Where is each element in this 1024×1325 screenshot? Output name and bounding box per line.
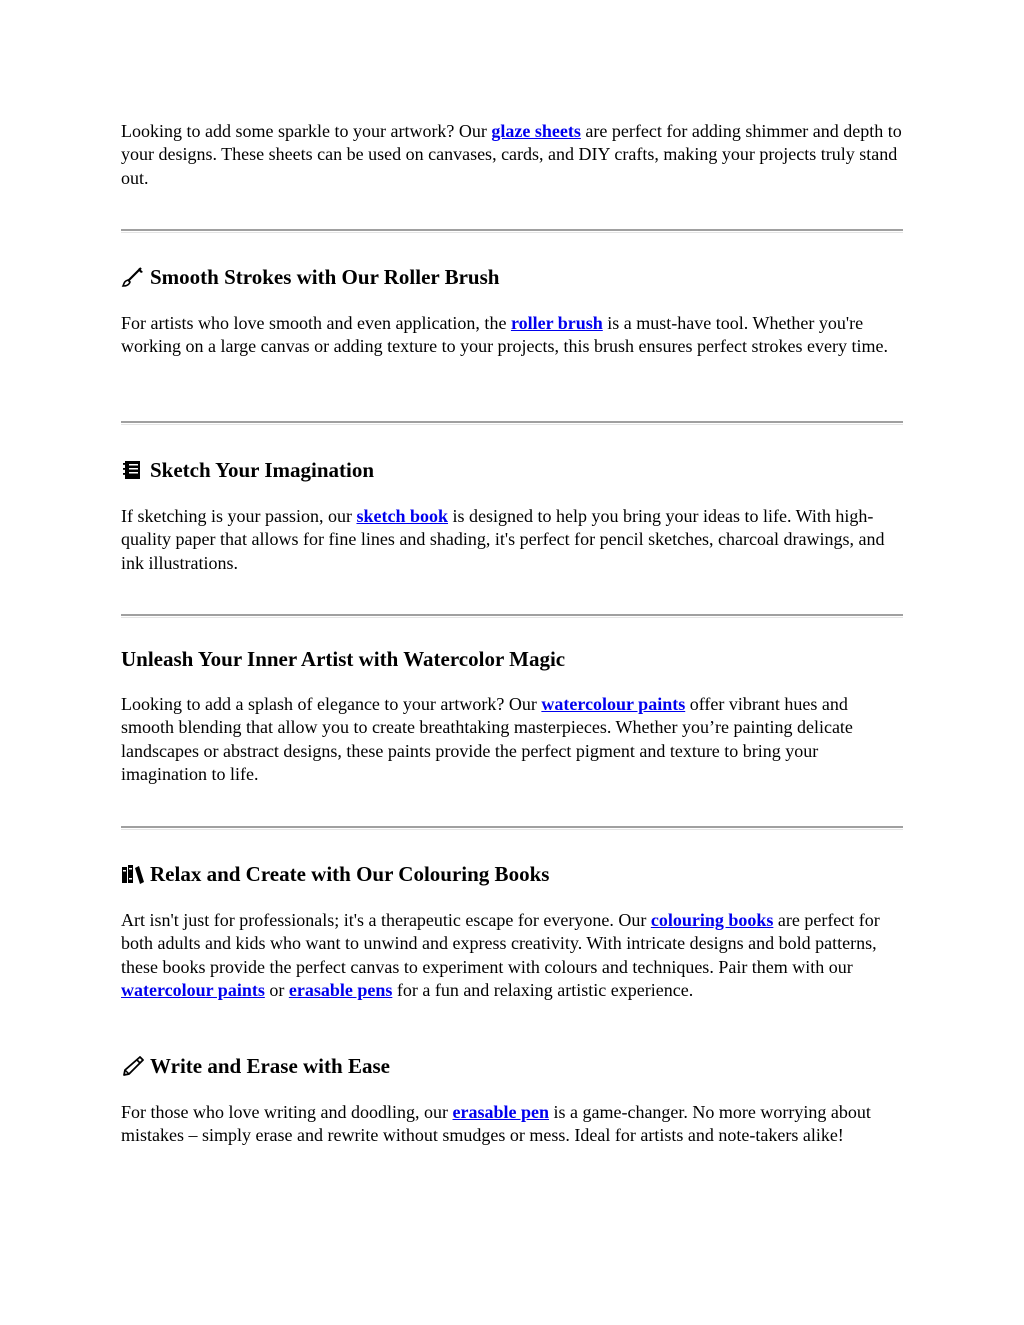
- roller-brush-section: [121, 264, 905, 359]
- colouring-books-link[interactable]: colouring books: [650, 910, 774, 930]
- section-divider: [121, 826, 903, 830]
- intro-paragraph: Looking to add some sparkle to your artwork? Our glaze sheets are perfect for adding shimmer and depth to your designs. These sheets can be used on canvases, cards, and DIY crafts, making your projects truly stand out.: [121, 121, 902, 188]
- section-heading: Write and Erase with Ease: [121, 1053, 905, 1079]
- section-heading: Smooth Strokes with Our Roller Brush: [121, 264, 905, 290]
- sketch-book-section: [121, 457, 905, 575]
- colouring-books-section: [121, 861, 905, 1002]
- glaze-sheets-link[interactable]: glaze sheets: [491, 121, 581, 141]
- sketch-book-link[interactable]: sketch book: [356, 506, 448, 526]
- pencil-icon: [121, 1055, 145, 1077]
- books-icon: [121, 863, 145, 885]
- watercolour-section: [121, 646, 905, 786]
- section-divider: [121, 229, 903, 233]
- roller-brush-link[interactable]: roller brush: [510, 313, 603, 333]
- watercolour-paints-link[interactable]: watercolour paints: [541, 694, 686, 714]
- section-paragraph: Art isn't just for professionals; it's a therapeutic escape for everyone. Our colouring books are perfect for both adults and kids who want to unwind and express creativity. With intricate designs and bold patterns, these books provide the perfect canvas to experiment with colours and techniques. Pair them with our watercolour paints or erasable pens for a fun and relaxing artistic experience.: [121, 910, 880, 1000]
- watercolour-paints-link[interactable]: watercolour paints: [121, 979, 265, 1000]
- erasable-pen-section: [121, 1053, 905, 1148]
- section-paragraph: For those who love writing and doodling, our erasable pen is a game-changer. No more worrying about mistakes – simply erase and rewrite without smudges or mess. Ideal for artists and note-takers alike!: [121, 1102, 871, 1146]
- section-heading: Unleash Your Inner Artist with Watercolor Magic: [121, 647, 566, 671]
- section-divider: [121, 421, 903, 425]
- intro-section: [121, 120, 905, 190]
- notebook-icon: [121, 459, 145, 481]
- section-heading: Relax and Create with Our Colouring Books: [121, 861, 905, 887]
- section-paragraph: If sketching is your passion, our sketch book is designed to help you bring your ideas to life. With high-quality paper that allows for fine lines and shading, it's perfect for pencil sketches, charcoal drawings, and ink illustrations.: [121, 506, 885, 573]
- erasable-pen-link[interactable]: erasable pen: [452, 1102, 549, 1122]
- section-paragraph: Looking to add a splash of elegance to your artwork? Our watercolour paints offer vibrant hues and smooth blending that allow you to create breathtaking masterpieces. Whether you’re painting delicate landscapes or abstract designs, these paints provide the perfect pigment and texture to bring your imagination to life.: [121, 694, 853, 784]
- paintbrush-icon: [121, 266, 145, 288]
- section-divider: [121, 614, 903, 618]
- section-heading: Sketch Your Imagination: [121, 457, 905, 483]
- erasable-pens-link[interactable]: erasable pens: [288, 979, 393, 1000]
- section-paragraph: For artists who love smooth and even application, the roller brush is a must-have tool. Whether you're working on a large canvas or adding texture to your projects, this brush ensures perfect strokes every time.: [121, 313, 888, 357]
